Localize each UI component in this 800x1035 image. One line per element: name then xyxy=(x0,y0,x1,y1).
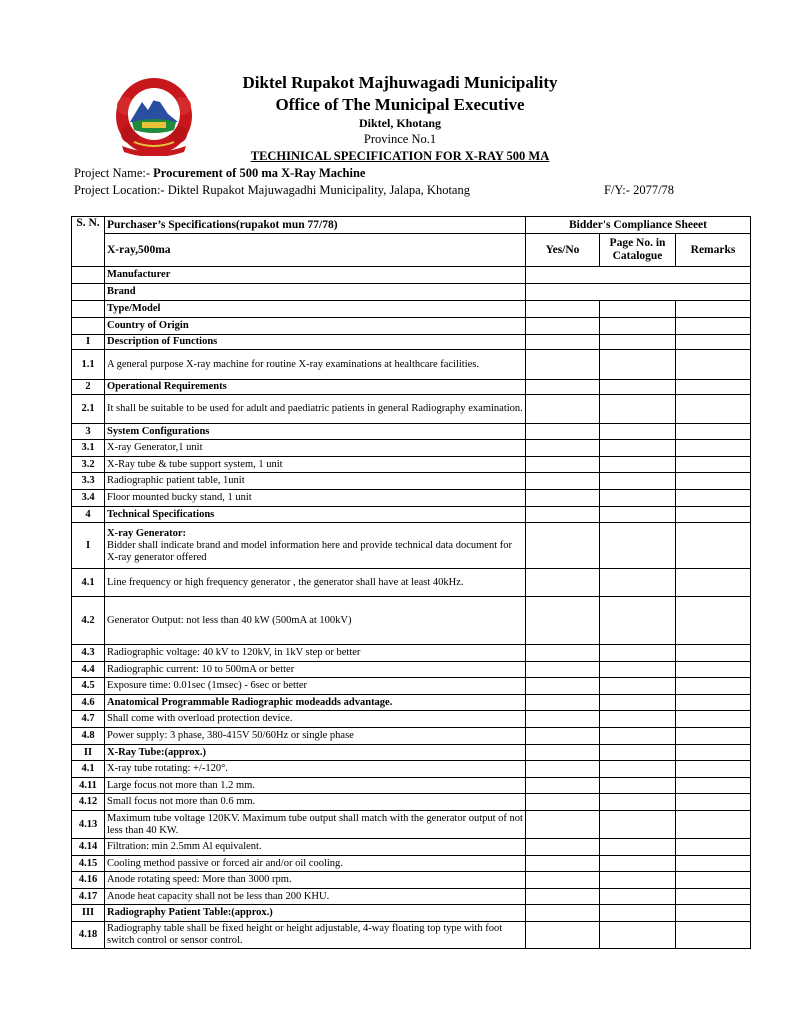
row-specification xyxy=(105,523,526,569)
table-row xyxy=(72,839,751,856)
row-specification: Radiography table shall be fixed height or height adjustable, 4-way floating top type with foot switch control or sensor control. xyxy=(105,922,526,949)
row-specification: Radiographic voltage: 40 kV to 120kV, in 1kV step or better xyxy=(105,645,526,662)
yesno-cell[interactable] xyxy=(526,794,600,811)
table-row xyxy=(72,856,751,872)
row-specification: Large focus not more than 1.2 mm. xyxy=(105,778,526,794)
yesno-cell[interactable] xyxy=(526,922,600,949)
table-row xyxy=(72,889,751,905)
yesno-cell[interactable] xyxy=(526,473,600,490)
page-cell[interactable] xyxy=(600,318,676,335)
row-specification: Description of Functions xyxy=(105,335,526,350)
remarks-cell[interactable] xyxy=(676,350,751,380)
page-cell[interactable] xyxy=(600,523,676,569)
row-number: 2.1 xyxy=(72,395,105,424)
row-number: I xyxy=(72,335,105,350)
yesno-cell[interactable] xyxy=(526,856,600,872)
remarks-cell[interactable] xyxy=(676,380,751,395)
table-row xyxy=(72,662,751,678)
page-cell[interactable] xyxy=(600,424,676,440)
row-number: 3.2 xyxy=(72,457,105,473)
row-number: 4.11 xyxy=(72,778,105,794)
page-cell[interactable] xyxy=(600,761,676,778)
row-number: 4.13 xyxy=(72,811,105,839)
table-subheader-row xyxy=(72,234,751,267)
table-row xyxy=(72,473,751,490)
row-specification: Radiography Patient Table:(approx.) xyxy=(105,905,526,922)
row-number: I xyxy=(72,523,105,569)
page-cell[interactable] xyxy=(600,745,676,761)
row-specification: Anatomical Programmable Radiographic modeadds advantage. xyxy=(105,695,526,711)
row-number: 2 xyxy=(72,380,105,395)
table-row xyxy=(72,922,751,949)
page-cell[interactable] xyxy=(600,728,676,745)
yesno-header: Yes/No xyxy=(526,234,600,267)
yesno-cell[interactable] xyxy=(526,597,600,645)
table-row xyxy=(72,872,751,889)
table-row xyxy=(72,778,751,794)
table-row xyxy=(72,728,751,745)
page-header: Page No. in Catalogue xyxy=(600,234,676,267)
table-row xyxy=(72,761,751,778)
row-description: Bidder shall indicate brand and model information here and provide technical data document for X-ray generator offered xyxy=(107,539,512,563)
row-specification: Shall come with overload protection device. xyxy=(105,711,526,728)
row-number: 4.18 xyxy=(72,922,105,949)
project-location: Project Location:- Diktel Rupakot Majuwagadhi Municipality, Jalapa, Khotang xyxy=(74,183,470,197)
row-number: 4.16 xyxy=(72,872,105,889)
row-specification: Type/Model xyxy=(105,301,526,318)
remarks-cell[interactable] xyxy=(676,728,751,745)
page-cell[interactable] xyxy=(600,350,676,380)
row-title: X-ray Generator: xyxy=(107,527,187,539)
table-row xyxy=(72,335,751,350)
page-cell[interactable] xyxy=(600,778,676,794)
row-specification: Country of Origin xyxy=(105,318,526,335)
table-row xyxy=(72,267,751,284)
row-specification: Small focus not more than 0.6 mm. xyxy=(105,794,526,811)
row-number: II xyxy=(72,745,105,761)
row-specification: Exposure time: 0.01sec (1msec) - 6sec or better xyxy=(105,678,526,695)
row-number: 4.4 xyxy=(72,662,105,678)
yesno-cell[interactable] xyxy=(526,695,600,711)
row-specification: It shall be suitable to be used for adult and paediatric patients in general Radiography examination. xyxy=(105,395,526,424)
yesno-cell[interactable] xyxy=(526,318,600,335)
row-number xyxy=(72,318,105,335)
yesno-cell[interactable] xyxy=(526,761,600,778)
table-row xyxy=(72,318,751,335)
row-number: 4.6 xyxy=(72,695,105,711)
page-cell[interactable] xyxy=(600,662,676,678)
yesno-cell[interactable] xyxy=(526,711,600,728)
remarks-cell[interactable] xyxy=(676,872,751,889)
project-name-value: Procurement of 500 ma X-Ray Machine xyxy=(150,166,366,180)
table-row xyxy=(72,645,751,662)
yesno-cell[interactable] xyxy=(526,523,600,569)
row-number: 4 xyxy=(72,507,105,523)
row-specification: Line frequency or high frequency generator , the generator shall have at least 40kHz. xyxy=(105,569,526,597)
remarks-cell[interactable] xyxy=(676,678,751,695)
yesno-cell[interactable] xyxy=(526,778,600,794)
yesno-cell[interactable] xyxy=(526,490,600,507)
page-cell[interactable] xyxy=(600,507,676,523)
table-row xyxy=(72,350,751,380)
remarks-cell[interactable] xyxy=(676,424,751,440)
remarks-cell[interactable] xyxy=(676,695,751,711)
yesno-cell[interactable] xyxy=(526,905,600,922)
row-number xyxy=(72,284,105,301)
row-specification: A general purpose X-ray machine for routine X-ray examinations at healthcare facilities. xyxy=(105,350,526,380)
remarks-cell[interactable] xyxy=(676,839,751,856)
compliance-input-cell[interactable] xyxy=(526,267,751,284)
yesno-cell[interactable] xyxy=(526,872,600,889)
row-number: 4.7 xyxy=(72,711,105,728)
table-row xyxy=(72,284,751,301)
remarks-cell[interactable] xyxy=(676,395,751,424)
remarks-cell[interactable] xyxy=(676,490,751,507)
yesno-cell[interactable] xyxy=(526,662,600,678)
yesno-cell[interactable] xyxy=(526,728,600,745)
row-number: 3.1 xyxy=(72,440,105,457)
page-cell[interactable] xyxy=(600,839,676,856)
page-cell[interactable] xyxy=(600,335,676,350)
row-specification: Filtration: min 2.5mm Al equivalent. xyxy=(105,839,526,856)
yesno-cell[interactable] xyxy=(526,678,600,695)
page-cell[interactable] xyxy=(600,695,676,711)
row-specification: X-ray Generator,1 unit xyxy=(105,440,526,457)
yesno-cell[interactable] xyxy=(526,569,600,597)
province: Province No.1 xyxy=(363,132,437,146)
yesno-cell[interactable] xyxy=(526,507,600,523)
yesno-cell[interactable] xyxy=(526,457,600,473)
yesno-cell[interactable] xyxy=(526,889,600,905)
remarks-cell[interactable] xyxy=(676,318,751,335)
row-specification: X-Ray Tube:(approx.) xyxy=(105,745,526,761)
remarks-cell[interactable] xyxy=(676,745,751,761)
project-name xyxy=(74,166,365,181)
remarks-cell[interactable] xyxy=(676,440,751,457)
page-cell[interactable] xyxy=(600,811,676,839)
row-number: 4.15 xyxy=(72,856,105,872)
table-row xyxy=(72,695,751,711)
row-number: 4.14 xyxy=(72,839,105,856)
row-specification: Radiographic patient table, 1unit xyxy=(105,473,526,490)
row-number xyxy=(72,267,105,284)
row-number: 3 xyxy=(72,424,105,440)
row-number: 4.1 xyxy=(72,761,105,778)
remarks-cell[interactable] xyxy=(676,662,751,678)
row-number: 4.2 xyxy=(72,597,105,645)
page-cell[interactable] xyxy=(600,711,676,728)
page-cell[interactable] xyxy=(600,569,676,597)
table-row xyxy=(72,597,751,645)
yesno-cell[interactable] xyxy=(526,745,600,761)
office-location: Diktel, Khotang xyxy=(358,116,441,130)
spec-header: Purchaser’s Specifications(rupakot mun 77/78) xyxy=(105,217,526,234)
remarks-cell[interactable] xyxy=(676,856,751,872)
table-row xyxy=(72,745,751,761)
table-row xyxy=(72,301,751,318)
municipality-name: Diktel Rupakot Majhuwagadi Municipality xyxy=(242,73,558,92)
remarks-cell[interactable] xyxy=(676,645,751,662)
yesno-cell[interactable] xyxy=(526,645,600,662)
page-cell[interactable] xyxy=(600,794,676,811)
fiscal-year: F/Y:- 2077/78 xyxy=(604,183,675,197)
yesno-cell[interactable] xyxy=(526,395,600,424)
page-cell[interactable] xyxy=(600,597,676,645)
remarks-cell[interactable] xyxy=(676,922,751,949)
yesno-cell[interactable] xyxy=(526,811,600,839)
row-number: 4.1 xyxy=(72,569,105,597)
row-number: 3.3 xyxy=(72,473,105,490)
yesno-cell[interactable] xyxy=(526,839,600,856)
office-name: Office of The Municipal Executive xyxy=(275,95,525,114)
remarks-cell[interactable] xyxy=(676,794,751,811)
row-specification: System Configurations xyxy=(105,424,526,440)
row-number: 3.4 xyxy=(72,490,105,507)
document-title: TECHINICAL SPECIFICATION FOR X-RAY 500 MA xyxy=(250,149,550,163)
compliance-input-cell[interactable] xyxy=(526,284,751,301)
row-specification: Anode heat capacity shall not be less than 200 KHU. xyxy=(105,889,526,905)
row-number: 4.17 xyxy=(72,889,105,905)
table-row xyxy=(72,569,751,597)
project-name-label: Project Name:- xyxy=(74,166,151,180)
row-specification: Floor mounted bucky stand, 1 unit xyxy=(105,490,526,507)
page-cell[interactable] xyxy=(600,872,676,889)
page-cell[interactable] xyxy=(600,457,676,473)
table-row xyxy=(72,794,751,811)
specification-table xyxy=(71,216,751,949)
row-specification: X-Ray tube & tube support system, 1 unit xyxy=(105,457,526,473)
table-row xyxy=(72,457,751,473)
row-specification: Operational Requirements xyxy=(105,380,526,395)
table-row xyxy=(72,811,751,839)
table-row xyxy=(72,905,751,922)
row-number: III xyxy=(72,905,105,922)
page-cell[interactable] xyxy=(600,905,676,922)
remarks-cell[interactable] xyxy=(676,597,751,645)
table-row xyxy=(72,523,751,569)
remarks-cell[interactable] xyxy=(676,711,751,728)
page-cell[interactable] xyxy=(600,678,676,695)
remarks-cell[interactable] xyxy=(676,523,751,569)
remarks-cell[interactable] xyxy=(676,811,751,839)
table-row xyxy=(72,440,751,457)
row-specification: Maximum tube voltage 120KV. Maximum tube output shall match with the generator output of not less than 40 KW. xyxy=(105,811,526,839)
remarks-cell[interactable] xyxy=(676,761,751,778)
row-specification: Anode rotating speed: More than 3000 rpm. xyxy=(105,872,526,889)
remarks-header: Remarks xyxy=(676,234,751,267)
page-cell[interactable] xyxy=(600,473,676,490)
page-cell[interactable] xyxy=(600,856,676,872)
row-number: 4.12 xyxy=(72,794,105,811)
row-specification: Brand xyxy=(105,284,526,301)
row-specification: Radiographic current: 10 to 500mA or better xyxy=(105,662,526,678)
remarks-cell[interactable] xyxy=(676,335,751,350)
table-row xyxy=(72,678,751,695)
remarks-cell[interactable] xyxy=(676,457,751,473)
yesno-cell[interactable] xyxy=(526,335,600,350)
yesno-cell[interactable] xyxy=(526,380,600,395)
page-cell[interactable] xyxy=(600,922,676,949)
page-cell[interactable] xyxy=(600,301,676,318)
row-number: 4.3 xyxy=(72,645,105,662)
table-row xyxy=(72,395,751,424)
item-name: X-ray,500ma xyxy=(105,234,526,267)
table-header-row xyxy=(72,217,751,234)
sn-header: S. N. xyxy=(72,217,105,267)
remarks-cell[interactable] xyxy=(676,889,751,905)
row-specification: Power supply: 3 phase, 380-415V 50/60Hz or single phase xyxy=(105,728,526,745)
row-number: 4.5 xyxy=(72,678,105,695)
page-cell[interactable] xyxy=(600,645,676,662)
table-row xyxy=(72,507,751,523)
remarks-cell[interactable] xyxy=(676,301,751,318)
yesno-cell[interactable] xyxy=(526,301,600,318)
page-cell[interactable] xyxy=(600,490,676,507)
row-specification: Generator Output: not less than 40 kW (500mA at 100kV) xyxy=(105,597,526,645)
page-cell[interactable] xyxy=(600,380,676,395)
row-number: 4.8 xyxy=(72,728,105,745)
table-row xyxy=(72,424,751,440)
compliance-header: Bidder's Compliance Sheeet xyxy=(526,217,751,234)
table-row xyxy=(72,490,751,507)
row-number: 1.1 xyxy=(72,350,105,380)
yesno-cell[interactable] xyxy=(526,350,600,380)
remarks-cell[interactable] xyxy=(676,507,751,523)
remarks-cell[interactable] xyxy=(676,905,751,922)
row-number xyxy=(72,301,105,318)
page-cell[interactable] xyxy=(600,440,676,457)
row-specification: Cooling method passive or forced air and/or oil cooling. xyxy=(105,856,526,872)
row-specification: Manufacturer xyxy=(105,267,526,284)
yesno-cell[interactable] xyxy=(526,440,600,457)
remarks-cell[interactable] xyxy=(676,569,751,597)
table-row xyxy=(72,711,751,728)
yesno-cell[interactable] xyxy=(526,424,600,440)
page-cell[interactable] xyxy=(600,395,676,424)
row-specification: Technical Specifications xyxy=(105,507,526,523)
table-row xyxy=(72,380,751,395)
page-cell[interactable] xyxy=(600,889,676,905)
remarks-cell[interactable] xyxy=(676,473,751,490)
remarks-cell[interactable] xyxy=(676,778,751,794)
row-specification: X-ray tube rotating: +/-120°. xyxy=(105,761,526,778)
